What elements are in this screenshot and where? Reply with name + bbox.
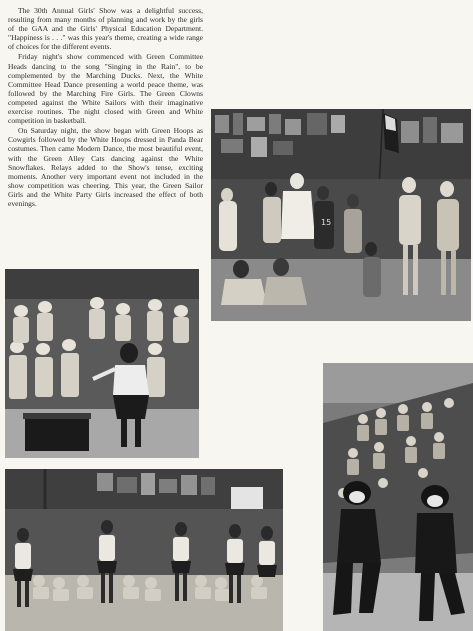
photo-dancer-bleachers <box>5 269 199 458</box>
photo-gym-performance-image <box>5 469 283 631</box>
photo-costumed-girls <box>211 109 471 321</box>
photo-dancer-bleachers-image <box>5 269 199 458</box>
article-paragraph-3: On Saturday night, the show began with Green Hoops as Cowgirls followed by the White Hoops dressed in Panda Bear costumes. Then came Modern Dance, the most beautiful event, with the Green Alley Cats dancing against the White Snowflakes. Relays added to the Show's tense, exciting moments. Another very important event not included in the show competition was cheering. This year, the Green Sailor Girls and the White Party Girls increased the effect of both evenings. <box>8 126 203 208</box>
photo-costumed-girls-image <box>211 109 471 321</box>
article-paragraph-1: The 30th Annual Girls' Show was a delightful success, resulting from many months of planning and work by the girls of the GAA and the Girls' Physical Education Department. "Happiness is . . ." was this year's theme, creating a wide range of choices for the different events. <box>8 6 203 52</box>
photo-panda-dancers <box>323 363 473 631</box>
article-paragraph-2: Friday night's show commenced with Green Committee Heads dancing to the song "Singing in the Rain", to be complemented by the Marching Ducks. Next, the White Committee Head Dance presenting a world peace theme, was followed by the Marching Fire Girls. The Green Clowns competed against the White Sailors with their imaginative exercise routines. The night closed with Green and White competition in basketball. <box>8 52 203 126</box>
photo-panda-dancers-image <box>323 363 473 631</box>
article-text <box>8 6 203 208</box>
photo-gym-performance <box>5 469 283 631</box>
jersey-number: 15 <box>321 218 332 227</box>
